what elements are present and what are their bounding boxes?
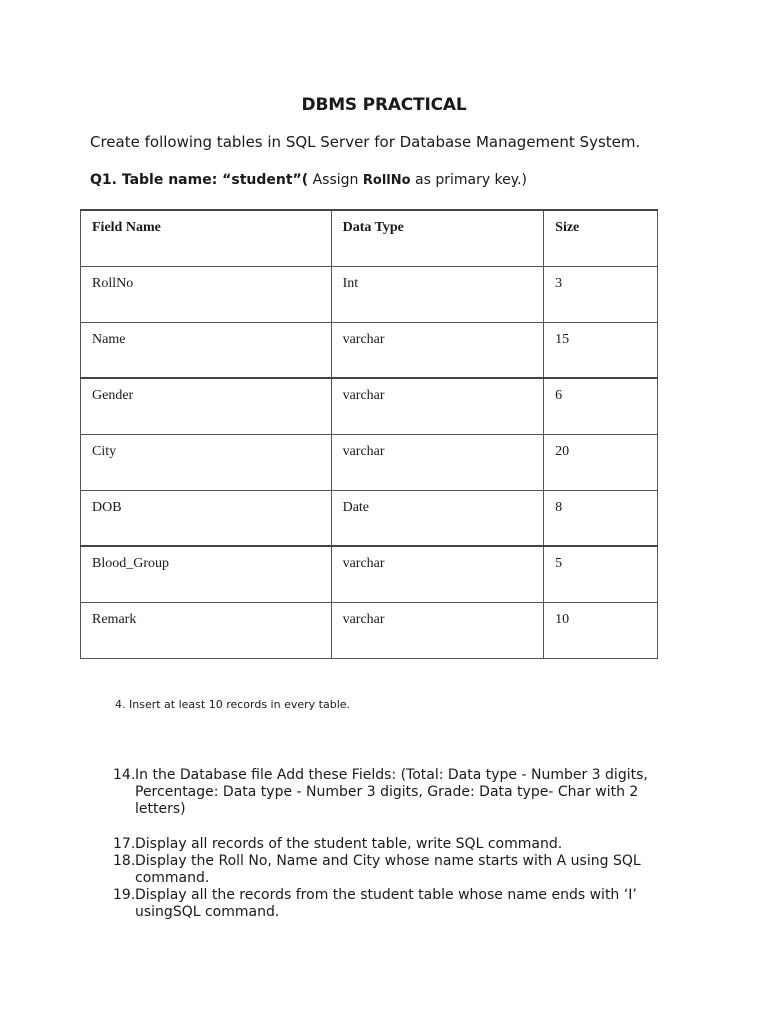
list-item-number: 19. [113,887,136,903]
cell-size: 6 [544,378,658,434]
table-row [81,322,658,378]
question-1-suffix: as primary key.) [410,172,527,188]
list-item-text: Display all the records from the student table whose name ends with ‘I’ usingSQL command. [135,887,637,920]
cell-field-name: RollNo [81,266,332,322]
question-1-assign: Assign [308,172,363,188]
page-title: DBMS PRACTICAL [301,95,467,115]
table-row [81,434,658,490]
cell-size: 5 [544,546,658,602]
cell-field-name: Gender [81,378,332,434]
table-header-row [81,210,658,266]
list-item [113,767,673,818]
cell-size: 15 [544,322,658,378]
question-1-prefix: Q1. Table name: “student”( [90,172,309,188]
list-item-number: 14. [113,767,136,783]
cell-size: 3 [544,266,658,322]
list-item [113,887,673,921]
cell-data-type: varchar [331,434,544,490]
cell-field-name: Name [81,322,332,378]
table-row [81,490,658,546]
header-field-name: Field Name [81,210,332,266]
list-item [113,836,673,853]
cell-data-type: varchar [331,378,544,434]
intro-text: Create following tables in SQL Server for Database Management System. [90,133,641,151]
table-row [81,602,658,658]
insert-records-note [115,698,350,711]
list-item-number: 17. [113,836,136,852]
cell-field-name: DOB [81,490,332,546]
header-size: Size [544,210,658,266]
student-fields-table [80,209,658,659]
question-1-primary-key: RollNo [362,173,411,188]
cell-data-type: varchar [331,602,544,658]
cell-data-type: Date [331,490,544,546]
cell-field-name: Remark [81,602,332,658]
task-list-a [113,767,673,818]
list-item-text: Display all records of the student table, write SQL command. [135,836,563,852]
cell-data-type: varchar [331,322,544,378]
cell-data-type: varchar [331,546,544,602]
list-item-number: 18. [113,853,136,869]
table-row [81,546,658,602]
question-1-heading [90,172,527,188]
list-item-text: In the Database file Add these Fields: (Total: Data type - Number 3 digits, Percentage: Data type - Number 3 digits, Grade: Data type- Char with 2 letters) [135,767,648,817]
list-item-text: Display the Roll No, Name and City whose name starts with A using SQL command. [135,853,641,886]
header-data-type: Data Type [331,210,544,266]
list-item [113,853,673,887]
cell-size: 10 [544,602,658,658]
note-number: 4. [115,698,126,711]
note-text: Insert at least 10 records in every table. [125,698,351,711]
cell-size: 20 [544,434,658,490]
cell-field-name: City [81,434,332,490]
table-row [81,266,658,322]
cell-data-type: Int [331,266,544,322]
task-list-b [113,836,673,921]
cell-field-name: Blood_Group [81,546,332,602]
table-row [81,378,658,434]
cell-size: 8 [544,490,658,546]
